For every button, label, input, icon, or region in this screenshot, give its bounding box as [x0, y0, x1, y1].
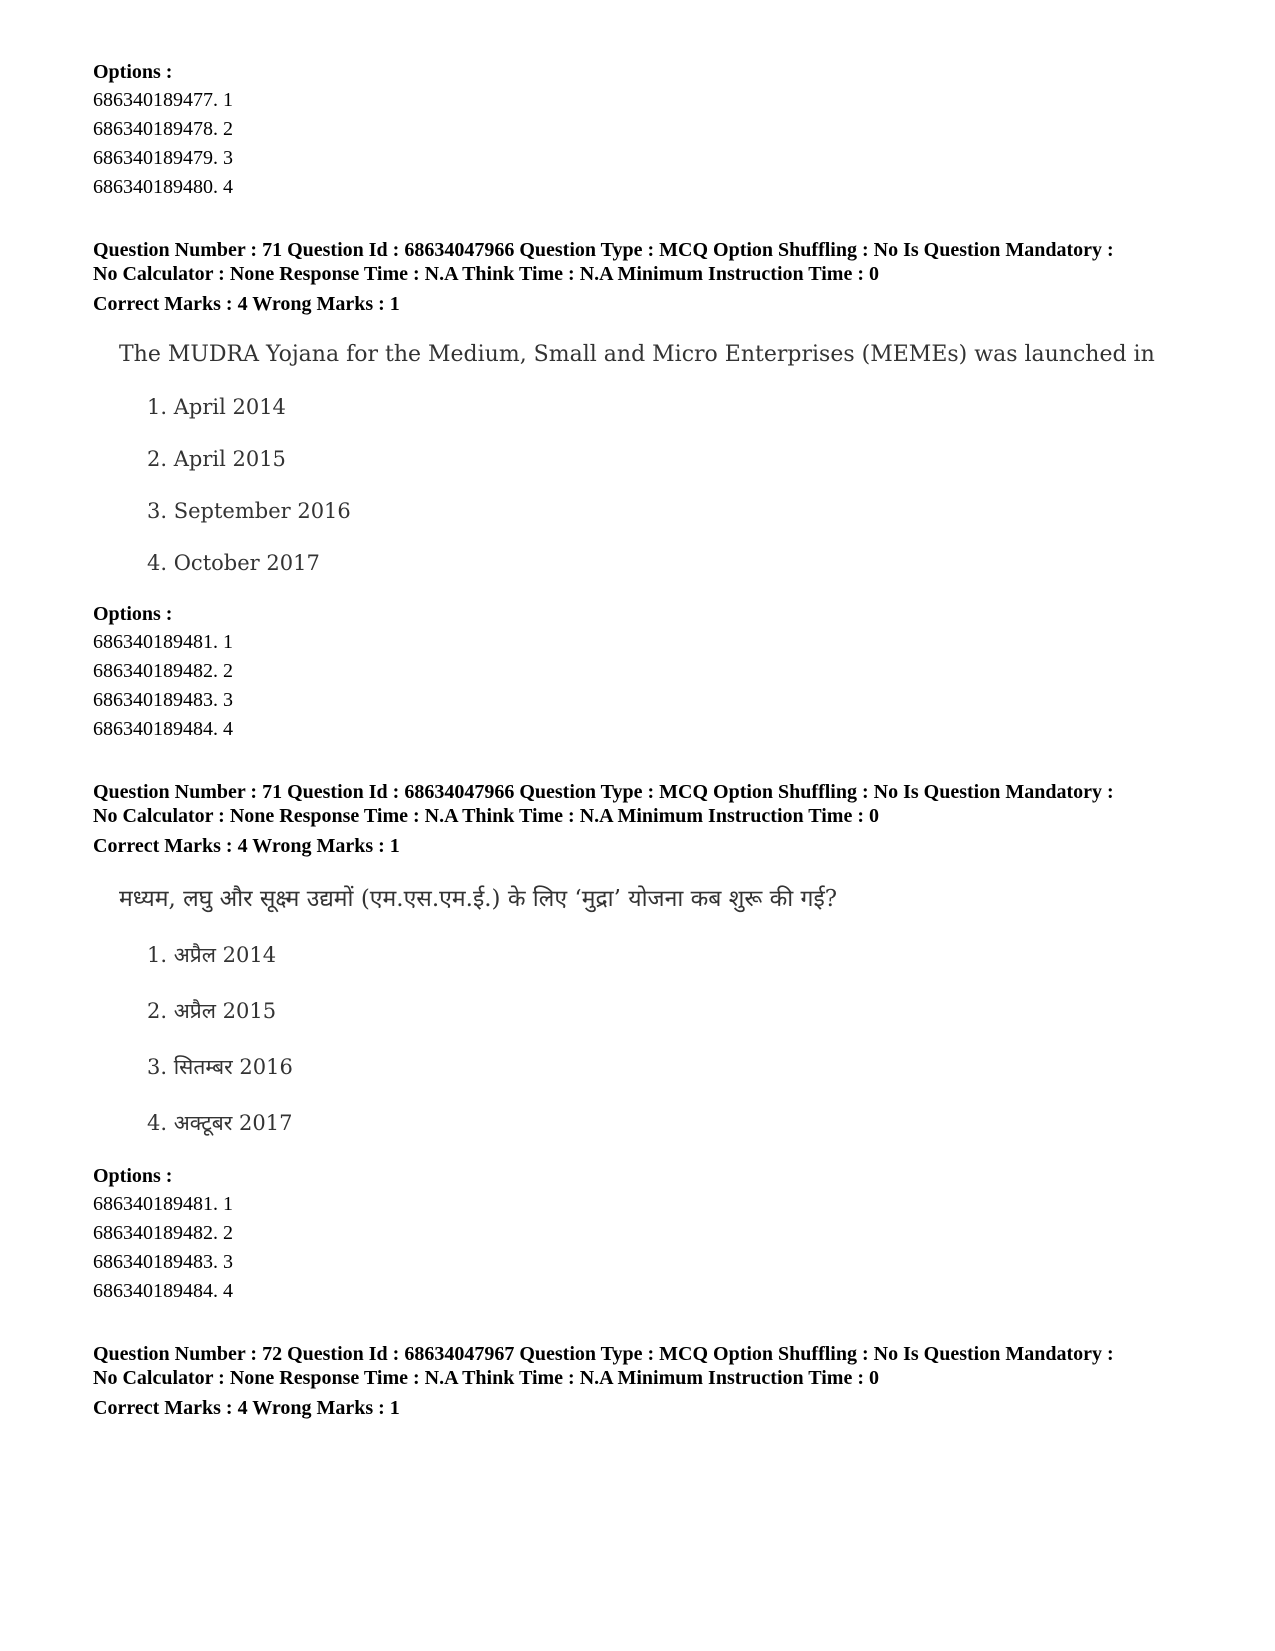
question-meta-line: Question Number : 71 Question Id : 68634047966 Question Type : MCQ Option Shuffling : No Is Question Mandatory :	[93, 781, 1114, 803]
option-line: 686340189484. 4	[93, 1280, 233, 1302]
option-line: 686340189484. 4	[93, 718, 233, 740]
choice-item: 2. अप्रैल 2015	[147, 999, 277, 1023]
option-line: 686340189478. 2	[93, 118, 233, 140]
marks-line: Correct Marks : 4 Wrong Marks : 1	[93, 293, 400, 315]
question-text: The MUDRA Yojana for the Medium, Small and Micro Enterprises (MEMEs) was launched in	[119, 342, 1155, 367]
question-71-english	[93, 238, 1193, 744]
options-label: Options :	[93, 603, 173, 625]
options-block	[93, 600, 1193, 744]
question-content	[119, 884, 1193, 1138]
choice-item: 1. अप्रैल 2014	[147, 943, 277, 967]
question-text: मध्यम, लघु और सूक्ष्म उद्यमों (एम.एस.एम.ई.) के लिए ‘मुद्रा’ योजना कब शुरू की गई?	[119, 886, 838, 912]
option-line: 686340189483. 3	[93, 1251, 233, 1273]
option-line: 686340189482. 2	[93, 1222, 233, 1244]
question-meta-line: No Calculator : None Response Time : N.A Think Time : N.A Minimum Instruction Time : 0	[93, 805, 879, 827]
question-72	[93, 1342, 1193, 1422]
option-line: 686340189481. 1	[93, 1193, 233, 1215]
question-meta-line: No Calculator : None Response Time : N.A Think Time : N.A Minimum Instruction Time : 0	[93, 263, 879, 285]
question-content	[119, 340, 1193, 578]
question-meta-line: Question Number : 72 Question Id : 68634047967 Question Type : MCQ Option Shuffling : No Is Question Mandatory :	[93, 1343, 1114, 1365]
options-label: Options :	[93, 61, 173, 83]
choice-item: 2. April 2015	[147, 447, 286, 471]
document-page	[93, 58, 1193, 1422]
question-meta-line: No Calculator : None Response Time : N.A Think Time : N.A Minimum Instruction Time : 0	[93, 1367, 879, 1389]
option-line: 686340189477. 1	[93, 89, 233, 111]
choice-item: 1. April 2014	[147, 395, 286, 419]
choice-item: 4. October 2017	[147, 551, 320, 575]
choice-item: 4. अक्टूबर 2017	[147, 1111, 293, 1135]
option-line: 686340189480. 4	[93, 176, 233, 198]
choice-item: 3. सितम्बर 2016	[147, 1055, 293, 1079]
choice-item: 3. September 2016	[147, 499, 351, 523]
option-line: 686340189482. 2	[93, 660, 233, 682]
option-line: 686340189479. 3	[93, 147, 233, 169]
option-line: 686340189481. 1	[93, 631, 233, 653]
question-71-hindi	[93, 780, 1193, 1306]
options-block	[93, 1162, 1193, 1306]
marks-line: Correct Marks : 4 Wrong Marks : 1	[93, 1397, 400, 1419]
top-options-block	[93, 58, 1193, 202]
question-meta-line: Question Number : 71 Question Id : 68634047966 Question Type : MCQ Option Shuffling : No Is Question Mandatory :	[93, 239, 1114, 261]
options-label: Options :	[93, 1165, 173, 1187]
option-line: 686340189483. 3	[93, 689, 233, 711]
marks-line: Correct Marks : 4 Wrong Marks : 1	[93, 835, 400, 857]
